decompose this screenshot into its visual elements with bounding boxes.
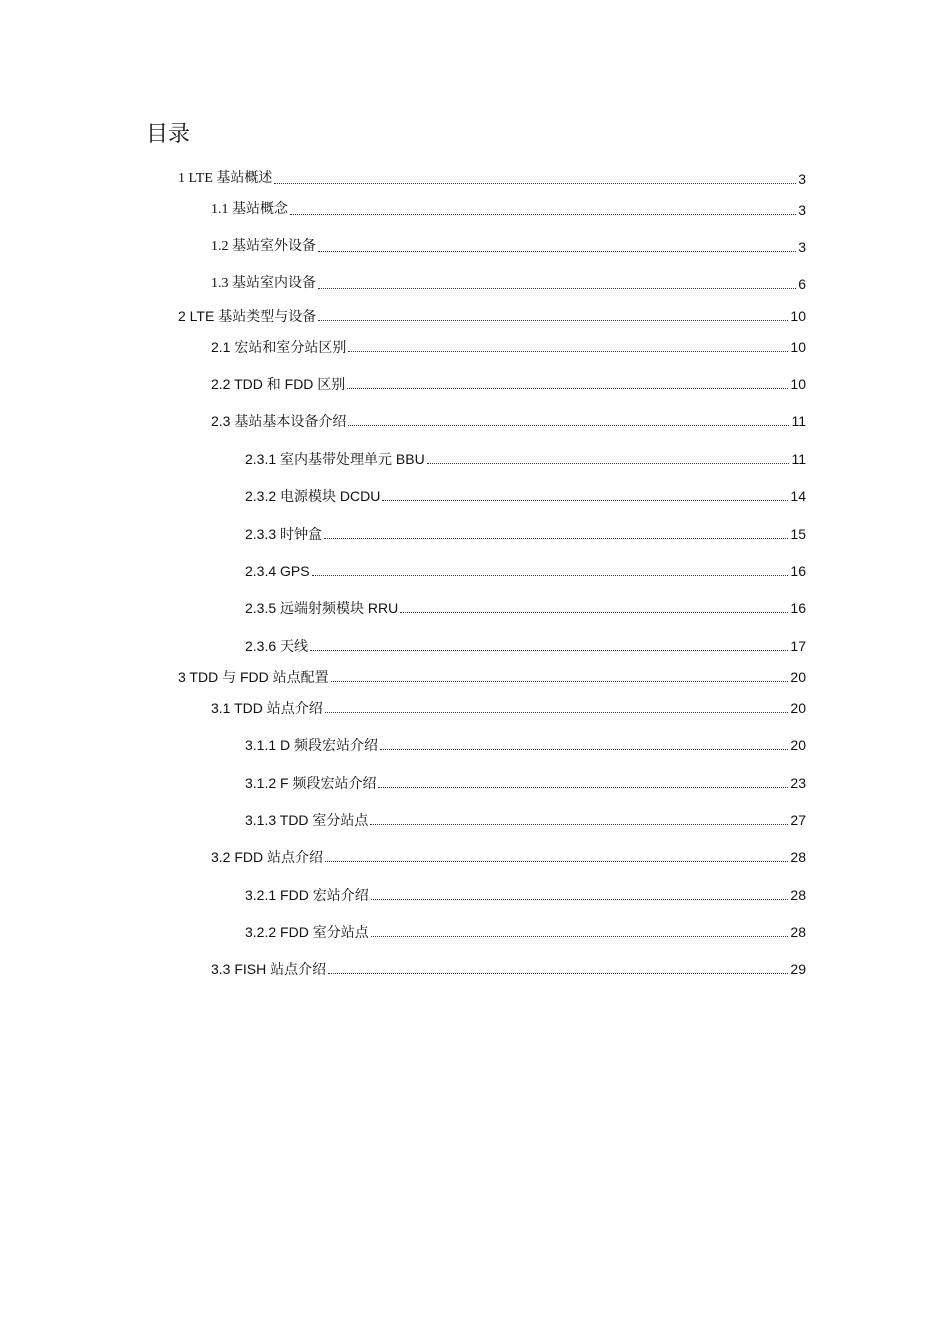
dot-leader [378,787,788,788]
toc-entry-3-2-1[interactable] [245,882,806,904]
toc-entry-1-3[interactable] [211,271,806,293]
toc-entry-2-1[interactable] [211,334,806,356]
dot-leader [318,288,796,289]
toc-entry-2-2[interactable] [211,371,806,393]
toc-entry-label: 2.3.1 室内基带处理单元 BBU [245,451,425,467]
toc-entry-label: 2.1 宏站和室分站区别 [211,339,347,355]
toc-entry-1[interactable] [178,166,806,188]
dot-leader [347,388,788,389]
toc-entry-label: 3 TDD 与 FDD 站点配置 [178,669,329,685]
toc-title: 目录 [146,122,191,147]
dot-leader [382,500,788,501]
dot-leader [331,681,789,682]
toc-entry-page: 16 [790,563,806,579]
toc-entry-page: 11 [791,413,806,429]
dot-leader [274,183,796,184]
toc-entry-label: 2.2 TDD 和 FDD 区别 [211,376,346,392]
toc-entry-page: 10 [790,308,806,324]
toc-entry-label: 3.2 FDD 站点介绍 [211,849,324,865]
toc-entry-label: 2.3.6 天线 [245,638,309,654]
toc-entry-page: 15 [790,526,806,542]
toc-entry-2-3-6[interactable] [245,633,806,655]
toc-entry-label: 2.3.3 时钟盒 [245,526,323,542]
toc-entry-page: 11 [791,451,806,467]
toc-entry-page: 20 [790,737,806,753]
toc-entry-label: 2.3 基站基本设备介绍 [211,413,347,429]
toc-entry-page: 17 [790,638,806,654]
toc-entry-page: 10 [790,339,806,355]
toc-entry-page: 20 [790,700,806,716]
toc-entry-page: 3 [798,202,806,218]
dot-leader [318,251,796,252]
dot-leader [371,936,789,937]
toc-entry-3-1[interactable] [211,695,806,717]
dot-leader [324,538,788,539]
toc-entry-page: 6 [798,276,806,292]
toc-entry-page: 16 [790,600,806,616]
toc-entry-3-2-2[interactable] [245,919,806,941]
dot-leader [318,320,788,321]
dot-leader [290,214,796,215]
toc-entry-page: 10 [790,376,806,392]
toc-entry-page: 27 [790,812,806,828]
toc-entry-2-3-1[interactable] [245,446,806,468]
dot-leader [427,463,790,464]
toc-entry-1-1[interactable] [211,197,806,219]
toc-entry-page: 28 [790,849,806,865]
toc-entry-2-3[interactable] [211,408,806,430]
toc-entry-page: 20 [790,669,806,685]
toc-entry-label: 3.2.1 FDD 宏站介绍 [245,887,369,903]
dot-leader [400,612,788,613]
toc-entry-3-2[interactable] [211,844,806,866]
toc-entry-page: 23 [790,775,806,791]
toc-entry-2[interactable] [178,303,806,325]
toc-entry-3-1-3[interactable] [245,807,806,829]
toc-entry-label: 3.1.3 TDD 室分站点 [245,812,369,828]
dot-leader [325,861,788,862]
toc-entry-label: 1.1 基站概念 [211,202,288,217]
toc-entry-3-3[interactable] [211,956,806,978]
dot-leader [370,824,788,825]
toc-entry-page: 14 [790,488,806,504]
toc-entry-page: 3 [798,171,806,187]
toc-entry-label: 3.1.2 F 频段宏站介绍 [245,775,377,791]
toc-entry-2-3-4[interactable] [245,558,806,580]
dot-leader [310,650,788,651]
toc-entry-label: 1.3 基站室内设备 [211,276,316,291]
toc-entry-2-3-2[interactable] [245,483,806,505]
dot-leader [348,425,789,426]
dot-leader [312,575,789,576]
toc-entry-3-1-1[interactable] [245,732,806,754]
toc-entry-page: 29 [790,961,806,977]
toc-entry-label: 2.3.5 远端射频模块 RRU [245,600,399,616]
toc-entry-label: 1.2 基站室外设备 [211,239,316,254]
toc-entry-3[interactable] [178,664,806,686]
dot-leader [348,351,788,352]
toc-entry-label: 3.2.2 FDD 室分站点 [245,924,369,940]
toc-entry-page: 28 [790,924,806,940]
dot-leader [380,749,788,750]
toc-entry-label: 1 LTE 基站概述 [178,171,273,186]
toc-entry-2-3-5[interactable] [245,595,806,617]
dot-leader [325,712,789,713]
toc-entry-page: 28 [790,887,806,903]
toc-entry-label: 3.3 FISH 站点介绍 [211,961,327,977]
toc-entry-label: 3.1 TDD 站点介绍 [211,700,323,716]
toc-entry-label: 2 LTE 基站类型与设备 [178,308,317,324]
toc-entry-3-1-2[interactable] [245,770,806,792]
toc-entry-label: 3.1.1 D 频段宏站介绍 [245,737,379,753]
toc-entry-page: 3 [798,239,806,255]
dot-leader [328,973,788,974]
toc-entry-2-3-3[interactable] [245,521,806,543]
toc-entry-label: 2.3.2 电源模块 DCDU [245,488,381,504]
toc-entry-label: 2.3.4 GPS [245,563,310,579]
dot-leader [371,899,789,900]
toc-entry-1-2[interactable] [211,234,806,256]
